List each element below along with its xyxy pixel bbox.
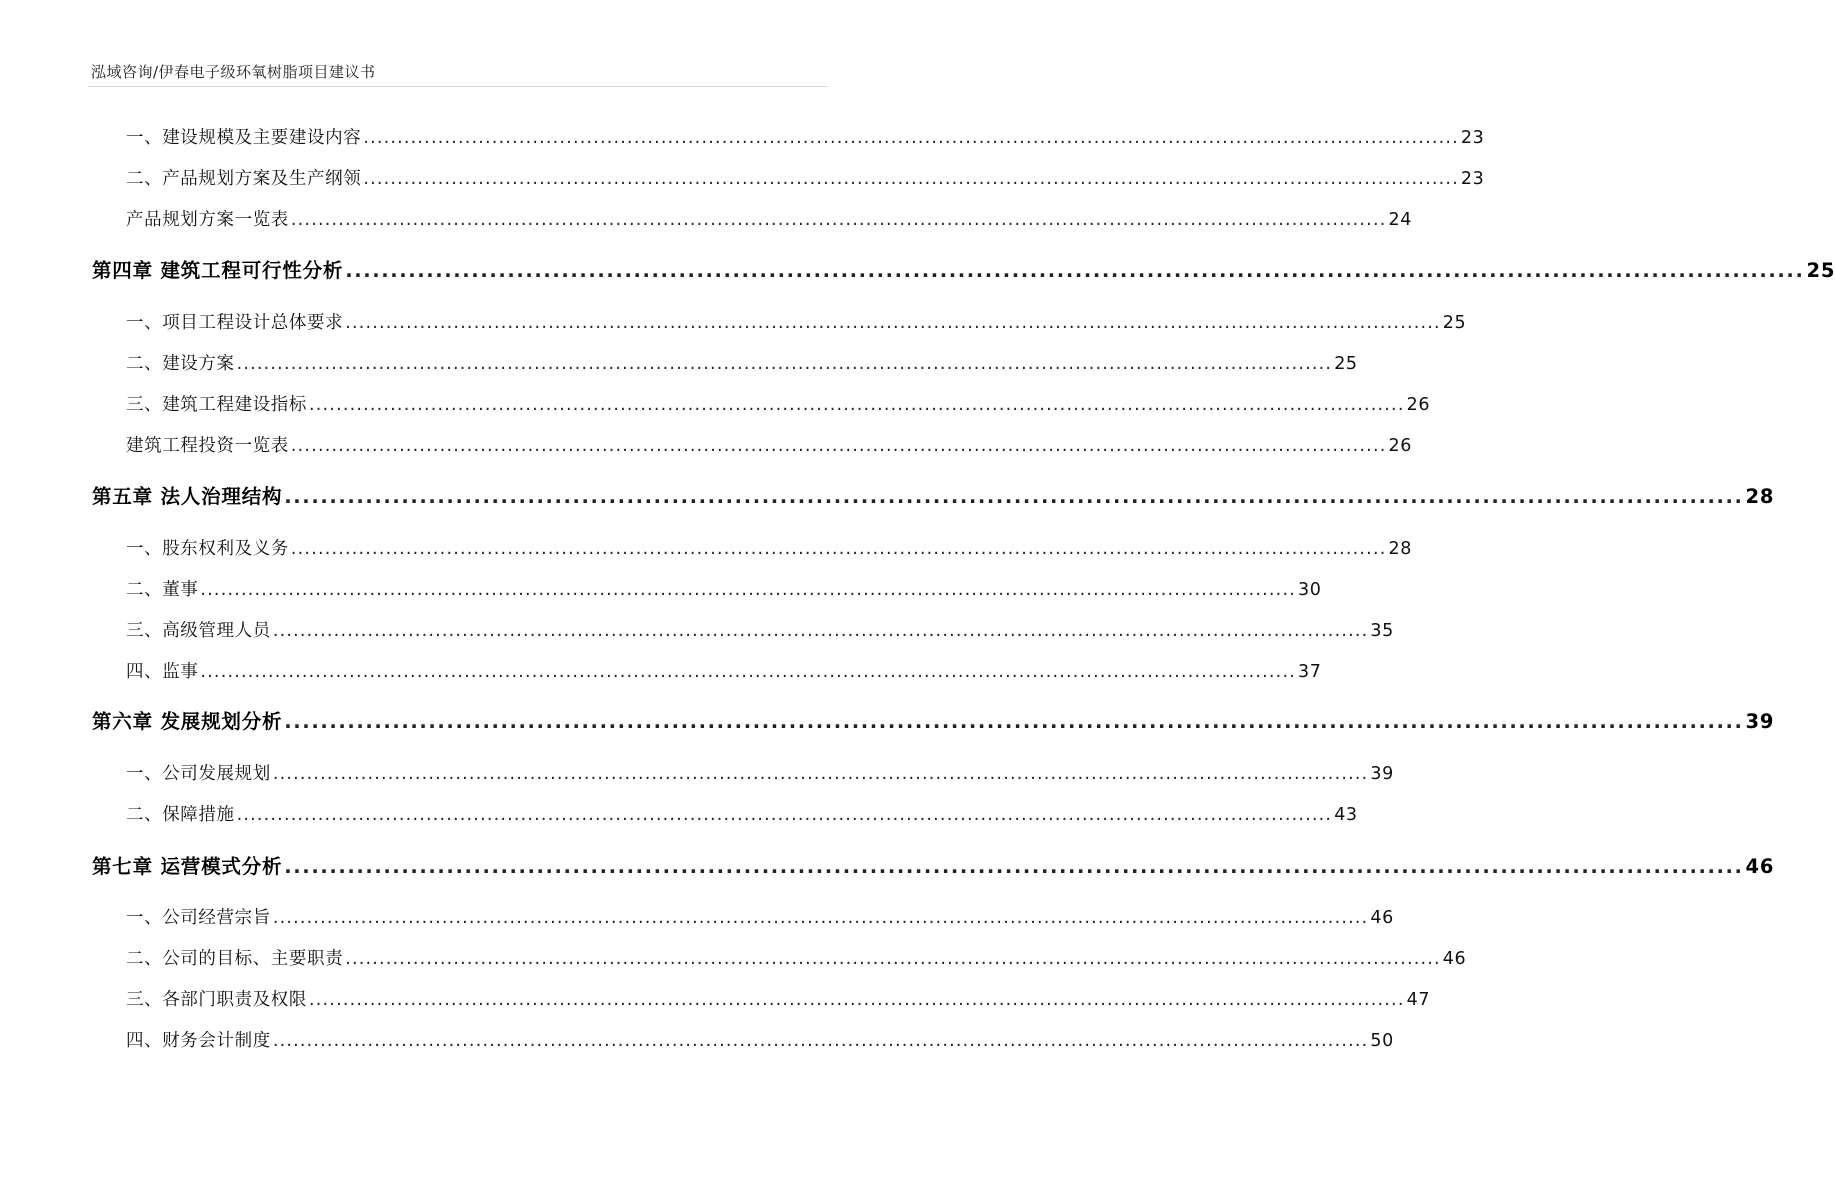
toc-entry-number: 二、	[126, 169, 163, 189]
dot-leader: ..................................................................................................................................................................	[345, 313, 1441, 333]
dot-leader: ..................................................................................................................................................................	[272, 1031, 1369, 1051]
toc-entry-number: 一、	[126, 908, 163, 928]
toc-entry-title: 项目工程设计总体要求	[162, 313, 344, 333]
toc-entry-title: 建筑工程投资一览表	[126, 436, 289, 456]
toc-entry-page: 43	[1334, 805, 1358, 825]
toc-chapter-entry[interactable]	[92, 851, 1775, 879]
toc-entry[interactable]	[126, 350, 1358, 375]
dot-leader: ..................................................................................................................................................................	[272, 621, 1369, 641]
toc-entry[interactable]	[126, 124, 1485, 149]
toc-entry[interactable]	[126, 432, 1412, 457]
toc-entry-page: 23	[1460, 169, 1485, 189]
toc-entry-number: 一、	[126, 539, 163, 559]
dot-leader: ..................................................................................................................................................................	[200, 580, 1296, 600]
dot-leader: ..................................................................................................................................................................	[363, 169, 1459, 189]
toc-entry[interactable]	[126, 904, 1394, 929]
toc-entry-title: 股东权利及义务	[162, 539, 289, 559]
toc-entry-number: 三、	[126, 990, 163, 1010]
toc-chapter-title: 第七章 运营模式分析	[92, 855, 283, 878]
toc-entry-title: 产品规划方案一览表	[126, 210, 289, 230]
toc-chapter-page: 28	[1745, 485, 1775, 508]
dot-leader: ..................................................................................................................................................................	[284, 485, 1744, 508]
toc-entry-number: 二、	[126, 580, 163, 600]
toc-entry[interactable]	[126, 1027, 1394, 1052]
toc-entry-page: 25	[1442, 313, 1467, 333]
toc-entry[interactable]	[126, 576, 1322, 601]
toc-chapter-title: 第六章 发展规划分析	[92, 710, 283, 733]
dot-leader: ..................................................................................................................................................................	[272, 764, 1369, 784]
toc-entry-title: 建筑工程建设指标	[162, 395, 308, 415]
toc-entry-page: 50	[1370, 1031, 1394, 1051]
toc-entry-number: 二、	[126, 805, 163, 825]
toc-entry-page: 47	[1406, 990, 1431, 1010]
toc-entry-page: 24	[1388, 210, 1412, 230]
dot-leader: ..................................................................................................................................................................	[290, 539, 1387, 559]
toc-chapter-page: 25	[1806, 259, 1835, 282]
toc-entry-page: 25	[1334, 354, 1358, 374]
toc-entry[interactable]	[126, 945, 1467, 970]
toc-entry-page: 39	[1370, 764, 1394, 784]
toc-chapter-page: 39	[1745, 710, 1775, 733]
dot-leader: ..................................................................................................................................................................	[290, 210, 1387, 230]
toc-entry[interactable]	[126, 760, 1394, 785]
toc-entry-title: 公司的目标、主要职责	[162, 949, 344, 969]
dot-leader: ..................................................................................................................................................................	[345, 259, 1805, 282]
toc-entry-title: 产品规划方案及生产纲领	[162, 169, 362, 189]
running-header: 泓域咨询/伊春电子级环氧树脂项目建议书	[91, 63, 376, 81]
toc-entry[interactable]	[126, 309, 1467, 334]
toc-entry[interactable]	[126, 801, 1358, 826]
toc-entry-number: 二、	[126, 354, 163, 374]
toc-chapter-title: 第四章 建筑工程可行性分析	[92, 259, 344, 282]
toc-entry-number: 四、	[126, 1031, 163, 1051]
toc-entry[interactable]	[126, 391, 1431, 416]
toc-entry-number: 一、	[126, 764, 163, 784]
toc-entry-page: 26	[1388, 436, 1412, 456]
dot-leader: ..................................................................................................................................................................	[290, 436, 1387, 456]
toc-entry-page: 37	[1297, 662, 1322, 682]
toc-entry[interactable]	[126, 986, 1431, 1011]
toc-entry-page: 46	[1370, 908, 1394, 928]
toc-entry[interactable]	[126, 206, 1412, 231]
dot-leader: ..................................................................................................................................................................	[284, 855, 1744, 878]
toc-entry-title: 公司经营宗旨	[162, 908, 271, 928]
toc-entry-title: 保障措施	[162, 805, 235, 825]
toc-entry[interactable]	[126, 535, 1412, 560]
dot-leader: ..................................................................................................................................................................	[309, 395, 1405, 415]
toc-entry-title: 董事	[162, 580, 199, 600]
toc-entry-page: 23	[1460, 128, 1485, 148]
toc-chapter-page: 46	[1745, 855, 1775, 878]
toc-entry-number: 三、	[126, 621, 163, 641]
toc-chapter-entry[interactable]	[92, 481, 1775, 509]
toc-entry-title: 公司发展规划	[162, 764, 271, 784]
dot-leader: ..................................................................................................................................................................	[284, 710, 1744, 733]
toc-entry-number: 四、	[126, 662, 163, 682]
toc-entry-page: 35	[1370, 621, 1394, 641]
dot-leader: ..................................................................................................................................................................	[309, 990, 1405, 1010]
dot-leader: ..................................................................................................................................................................	[236, 805, 1333, 825]
toc-entry[interactable]	[126, 617, 1394, 642]
toc-entry-title: 财务会计制度	[162, 1031, 271, 1051]
toc-entry-page: 46	[1442, 949, 1467, 969]
toc-entry-page: 26	[1406, 395, 1431, 415]
toc-chapter-entry[interactable]	[92, 706, 1775, 734]
toc-entry-title: 建设方案	[162, 354, 235, 374]
toc-entry[interactable]	[126, 165, 1485, 190]
dot-leader: ..................................................................................................................................................................	[272, 908, 1369, 928]
toc-entry-title: 建设规模及主要建设内容	[162, 128, 362, 148]
dot-leader: ..................................................................................................................................................................	[200, 662, 1296, 682]
toc-entry-page: 28	[1388, 539, 1412, 559]
toc-chapter-entry[interactable]	[92, 255, 1835, 283]
toc-entry-title: 高级管理人员	[162, 621, 271, 641]
header-divider	[88, 86, 828, 87]
dot-leader: ..................................................................................................................................................................	[236, 354, 1333, 374]
dot-leader: ..................................................................................................................................................................	[345, 949, 1441, 969]
toc-entry-page: 30	[1297, 580, 1322, 600]
toc-entry-number: 三、	[126, 395, 163, 415]
toc-chapter-title: 第五章 法人治理结构	[92, 485, 283, 508]
toc-entry-title: 各部门职责及权限	[162, 990, 308, 1010]
toc-entry[interactable]	[126, 658, 1322, 683]
toc-entry-number: 一、	[126, 128, 163, 148]
dot-leader: ..................................................................................................................................................................	[363, 128, 1459, 148]
toc-entry-number: 一、	[126, 313, 163, 333]
toc-entry-title: 监事	[162, 662, 199, 682]
toc-entry-number: 二、	[126, 949, 163, 969]
